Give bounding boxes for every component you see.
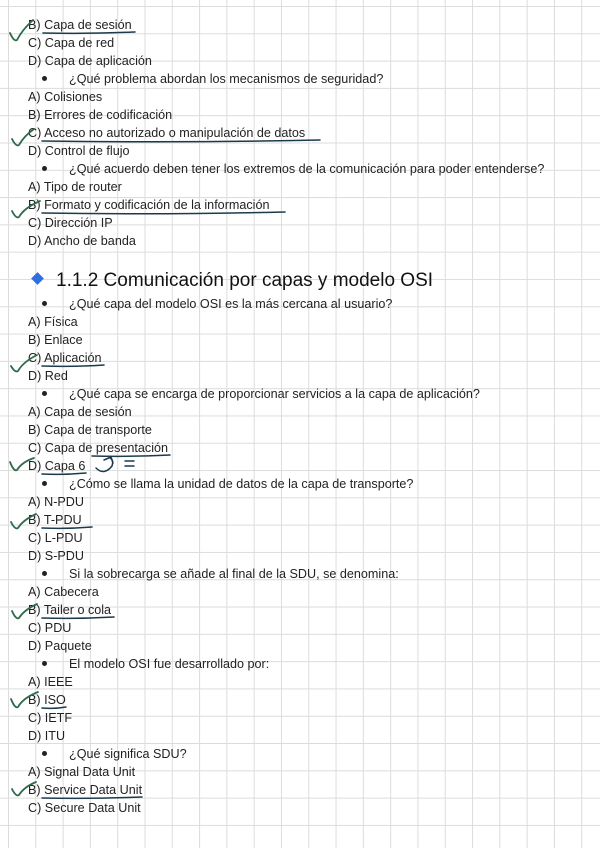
answer-option: B) Errores de codificación (28, 108, 173, 122)
answer-option: B) Formato y codificación de la información (28, 198, 270, 212)
question-text: ¿Qué problema abordan los mecanismos de seguridad? (69, 72, 384, 86)
question-text: ¿Qué acuerdo deben tener los extremos de la comunicación para poder entenderse? (69, 162, 545, 176)
bullet-icon (42, 481, 47, 486)
answer-option: A) N-PDU (28, 495, 84, 509)
answer-option: D) Capa 6 (28, 459, 86, 473)
answer-option: C) Capa de red (28, 36, 115, 50)
answer-option: B) T-PDU (28, 513, 82, 527)
equals-icon (125, 461, 134, 466)
question-text: El modelo OSI fue desarrollado por: (69, 657, 270, 671)
answer-option: C) Acceso no autorizado o manipulación de datos (28, 126, 306, 140)
answer-option: C) Aplicación (28, 351, 102, 365)
answer-option: A) Colisiones (28, 90, 103, 104)
arrow-icon (104, 457, 113, 463)
answer-option: D) Red (28, 369, 68, 383)
answer-option: B) Service Data Unit (28, 783, 143, 797)
answer-option: C) Secure Data Unit (28, 801, 141, 815)
answer-option: D) S-PDU (28, 549, 84, 563)
question-text: Si la sobrecarga se añade al final de la SDU, se denomina: (69, 567, 399, 581)
question-item (42, 295, 392, 313)
arrow-icon (96, 458, 113, 472)
diamond-icon (31, 273, 44, 286)
question-text: ¿Qué capa del modelo OSI es la más cercana al usuario? (69, 297, 393, 311)
answer-option: A) Signal Data Unit (28, 765, 136, 779)
answer-option: D) Ancho de banda (28, 234, 136, 248)
answer-option: B) Enlace (28, 333, 83, 347)
answer-option: C) Capa de presentación (28, 441, 169, 455)
answer-option: B) Capa de transporte (28, 423, 152, 437)
answer-option: D) Control de flujo (28, 144, 130, 158)
bullet-icon (42, 751, 47, 756)
bullet-icon (42, 571, 47, 576)
question-item (42, 565, 399, 583)
question-text: ¿Qué significa SDU? (69, 747, 187, 761)
question-text: ¿Cómo se llama la unidad de datos de la capa de transporte? (69, 477, 414, 491)
bullet-icon (42, 301, 47, 306)
answer-option: A) Física (28, 315, 78, 329)
bullet-icon (42, 76, 47, 81)
answer-option: B) Tailer o cola (28, 603, 112, 617)
answer-option: C) L-PDU (28, 531, 83, 545)
answer-option: B) Capa de sesión (28, 18, 132, 32)
question-item (42, 70, 383, 88)
question-item (42, 160, 544, 178)
question-text: ¿Qué capa se encarga de proporcionar servicios a la capa de aplicación? (69, 387, 480, 401)
question-item (42, 745, 187, 763)
question-item (42, 385, 480, 403)
section-heading-text: 1.1.2 Comunicación por capas y modelo OSI (56, 270, 434, 291)
bullet-icon (42, 166, 47, 171)
answer-option: A) Capa de sesión (28, 405, 132, 419)
bullet-icon (42, 661, 47, 666)
answer-option: A) IEEE (28, 675, 73, 689)
answer-option: C) Dirección IP (28, 216, 113, 230)
bullet-icon (42, 391, 47, 396)
answer-option: D) Paquete (28, 639, 92, 653)
question-item (42, 655, 269, 673)
question-item (42, 475, 413, 493)
answer-option: A) Cabecera (28, 585, 99, 599)
answer-option: D) Capa de aplicación (28, 54, 152, 68)
section-heading (30, 268, 433, 294)
answer-option: D) ITU (28, 729, 66, 743)
answer-option: C) PDU (28, 621, 72, 635)
answer-option: A) Tipo de router (28, 180, 122, 194)
answer-option: B) ISO (28, 693, 66, 707)
answer-option: C) IETF (28, 711, 73, 725)
